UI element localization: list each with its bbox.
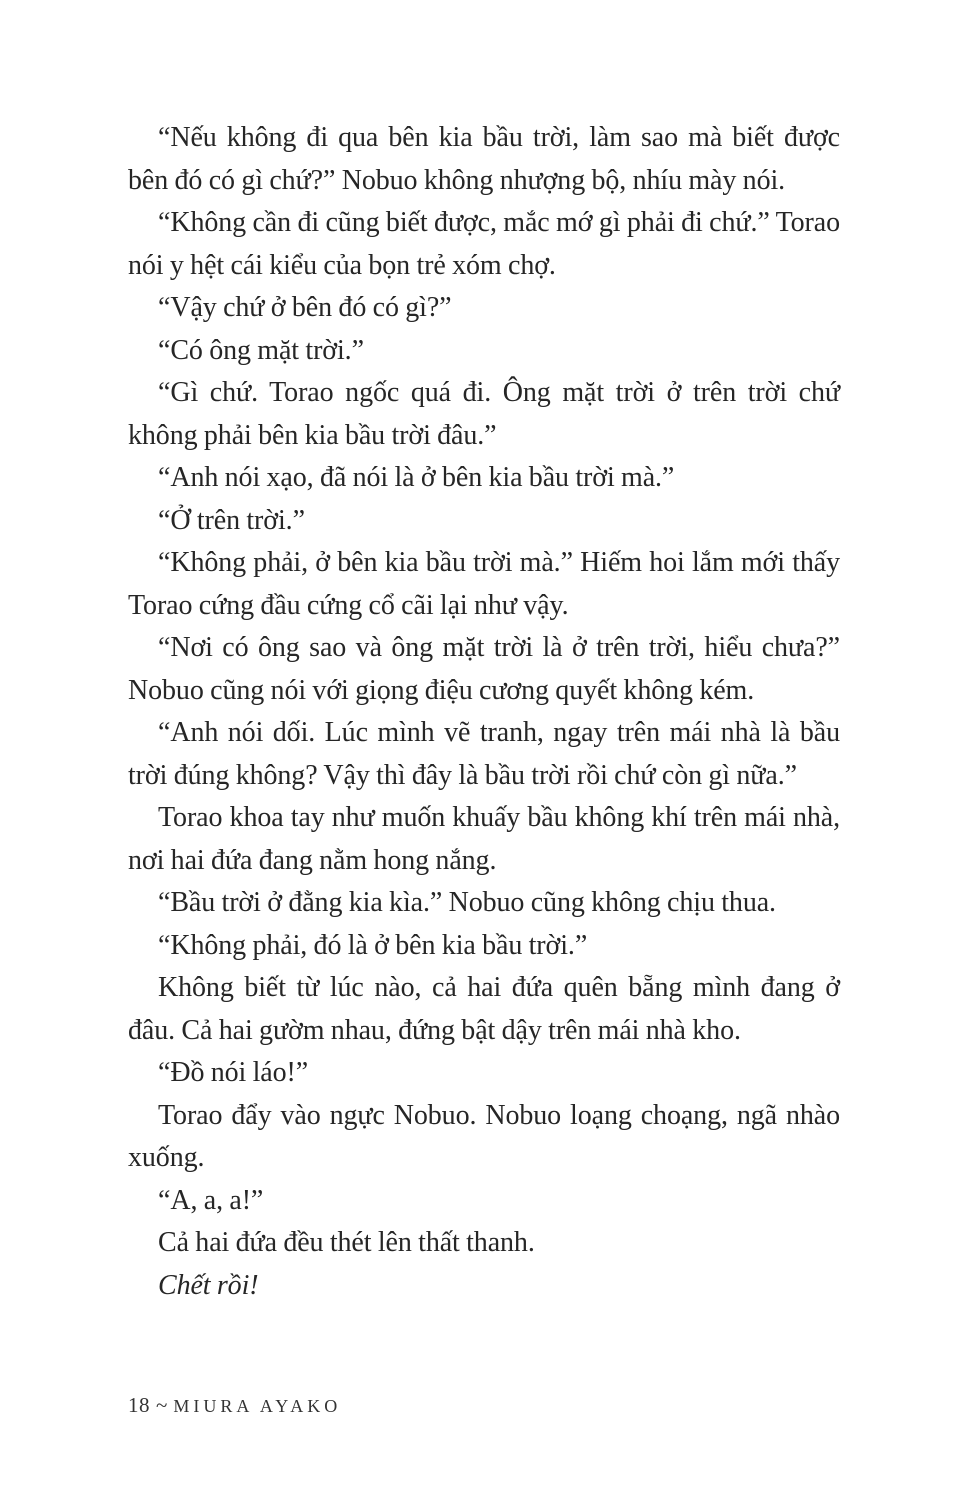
- author-name: MIURA AYAKO: [173, 1396, 342, 1416]
- paragraph: “Ở trên trời.”: [158, 504, 305, 536]
- footer-separator: ~: [156, 1393, 168, 1417]
- page-body: [128, 117, 840, 1307]
- paragraph: Torao khoa tay như muốn khuấy bầu không khí trên mái nhà, nơi hai đứa đang nằm hong nắng.: [128, 802, 840, 876]
- paragraph: “Không phải, đó là ở bên kia bầu trời.”: [158, 929, 588, 961]
- paragraph: “Nếu không đi qua bên kia bầu trời, làm sao mà biết được bên đó có gì chứ?” Nobuo không nhượng bộ, nhíu mày nói.: [128, 122, 840, 196]
- page-footer: [128, 1393, 341, 1418]
- paragraph: “Gì chứ. Torao ngốc quá đi. Ông mặt trời ở trên trời chứ không phải bên kia bầu trời đâu.”: [128, 377, 840, 451]
- paragraph: “Đồ nói láo!”: [158, 1057, 309, 1088]
- paragraph: “Anh nói dối. Lúc mình vẽ tranh, ngay trên mái nhà là bầu trời đúng không? Vậy thì đây là bầu trời rồi chứ còn gì nữa.”: [128, 717, 840, 791]
- paragraph: “Vậy chứ ở bên đó có gì?”: [158, 292, 452, 323]
- paragraph: “Anh nói xạo, đã nói là ở bên kia bầu trời mà.”: [158, 462, 675, 493]
- paragraph: Torao đẩy vào ngực Nobuo. Nobuo loạng choạng, ngã nhào xuống.: [128, 1099, 840, 1173]
- paragraph: “A, a, a!”: [158, 1184, 264, 1216]
- paragraph: “Có ông mặt trời.”: [158, 334, 364, 366]
- paragraph: “Nơi có ông sao và ông mặt trời là ở trên trời, hiểu chưa?” Nobuo cũng nói với giọng điệu cương quyết không kém.: [128, 632, 840, 706]
- paragraph: “Không cần đi cũng biết được, mắc mớ gì phải đi chứ.” Torao nói y hệt cái kiểu của bọn trẻ xóm chợ.: [128, 207, 840, 281]
- paragraph: Cả hai đứa đều thét lên thất thanh.: [158, 1227, 535, 1258]
- paragraph: “Không phải, ở bên kia bầu trời mà.” Hiếm hoi lắm mới thấy Torao cứng đầu cứng cổ cãi lại như vậy.: [128, 547, 840, 621]
- page-number: 18: [128, 1393, 150, 1417]
- paragraph: Không biết từ lúc nào, cả hai đứa quên bẵng mình đang ở đâu. Cả hai gườm nhau, đứng bật dậy trên mái nhà kho.: [128, 972, 840, 1046]
- paragraph: “Bầu trời ở đằng kia kìa.” Nobuo cũng không chịu thua.: [158, 887, 776, 918]
- paragraph-italic: Chết rồi!: [158, 1269, 259, 1301]
